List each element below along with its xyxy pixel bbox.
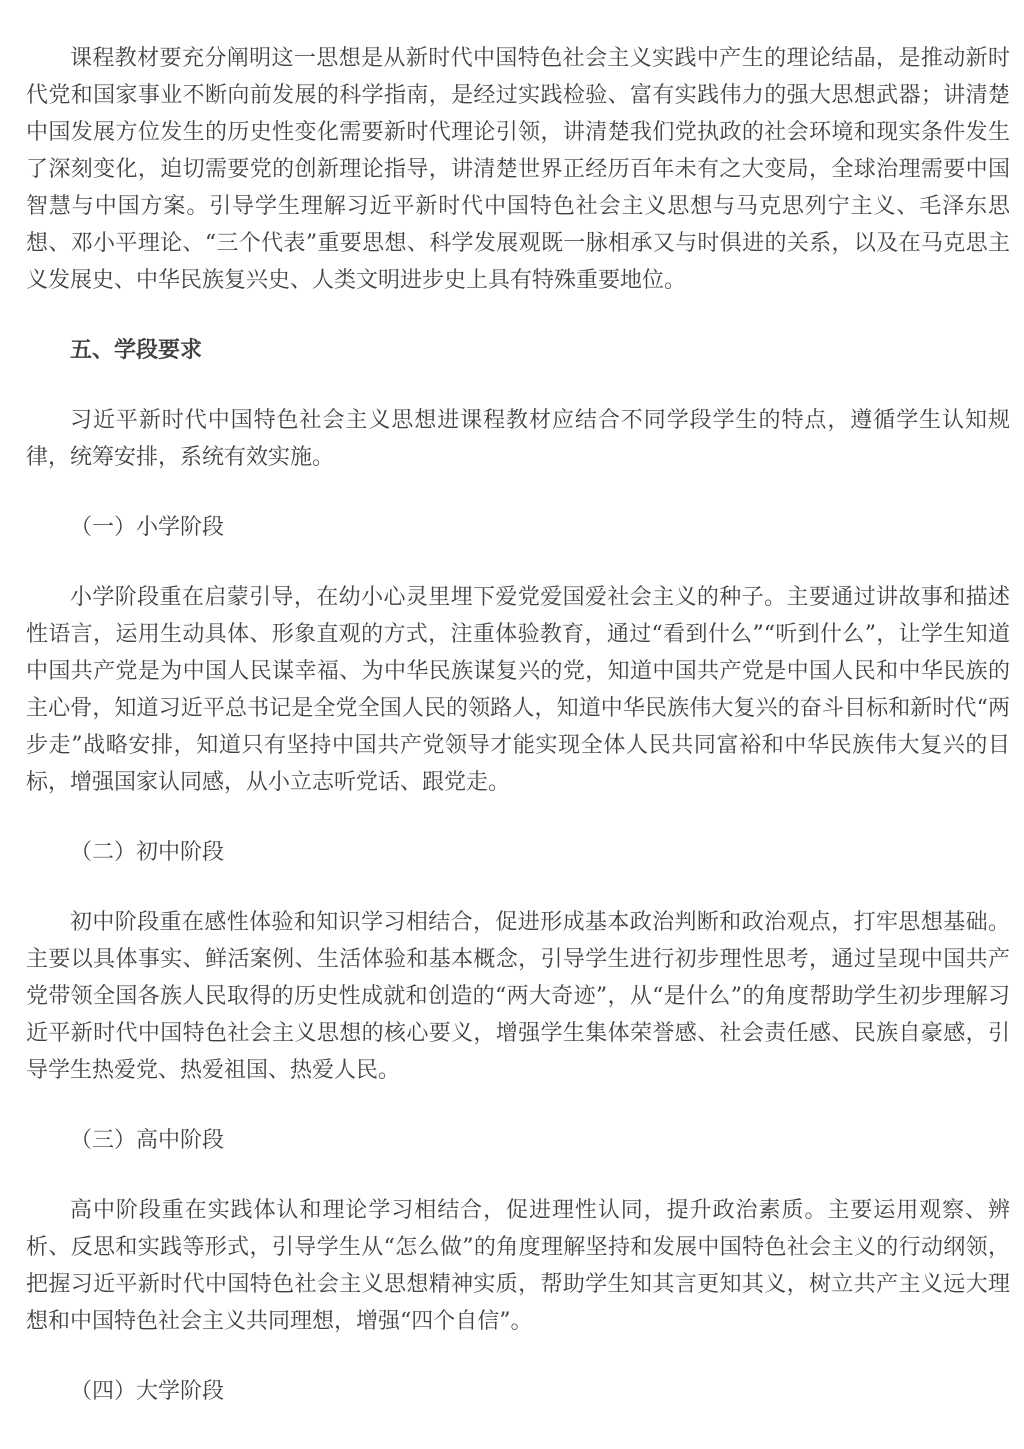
senior-high-paragraph: 高中阶段重在实践体认和理论学习相结合，促进理性认同，提升政治素质。主要运用观察、辨析、反思和实践等形式，引导学生从“怎么做”的角度理解坚持和发展中国特色社会主义的行动纲领，把握习近平新时代中国特色社会主义思想精神实质，帮助学生知其言更知其义，树立共产主义远大理想和中国特色社会主义共同理想，增强“四个自信”。 bbox=[26, 1198, 1010, 1334]
section-intro-paragraph: 习近平新时代中国特色社会主义思想进课程教材应结合不同学段学生的特点，遵循学生认知规律，统筹安排，系统有效实施。 bbox=[26, 408, 1010, 470]
subheading-senior-high: （三）高中阶段 bbox=[70, 1128, 225, 1153]
intro-paragraph: 课程教材要充分阐明这一思想是从新时代中国特色社会主义实践中产生的理论结晶，是推动新时代党和国家事业不断向前发展的科学指南，是经过实践检验、富有实践伟力的强大思想武器；讲清楚中国发展方位发生的历史性变化需要新时代理论引领，讲清楚我们党执政的社会环境和现实条件发生了深刻变化，迫切需要党的创新理论指导，讲清楚世界正经历百年未有之大变局，全球治理需要中国智慧与中国方案。引导学生理解习近平新时代中国特色社会主义思想与马克思列宁主义、毛泽东思想、邓小平理论、“三个代表”重要思想、科学发展观既一脉相承又与时俱进的关系，以及在马克思主义发展史、中华民族复兴史、人类文明进步史上具有特殊重要地位。 bbox=[26, 46, 1010, 293]
subheading-university: （四）大学阶段 bbox=[70, 1379, 225, 1404]
subheading-junior-high: （二）初中阶段 bbox=[70, 840, 225, 865]
subheading-primary-school: （一）小学阶段 bbox=[70, 515, 225, 540]
junior-high-paragraph: 初中阶段重在感性体验和知识学习相结合，促进形成基本政治判断和政治观点，打牢思想基础。主要以具体事实、鲜活案例、生活体验和基本概念，引导学生进行初步理性思考，通过呈现中国共产党带领全国各族人民取得的历史性成就和创造的“两大奇迹”，从“是什么”的角度帮助学生初步理解习近平新时代中国特色社会主义思想的核心要义，增强学生集体荣誉感、社会责任感、民族自豪感，引导学生热爱党、热爱祖国、热爱人民。 bbox=[26, 910, 1010, 1083]
section-heading-stage-requirements: 五、学段要求 bbox=[70, 337, 203, 363]
primary-school-paragraph: 小学阶段重在启蒙引导，在幼小心灵里埋下爱党爱国爱社会主义的种子。主要通过讲故事和描述性语言，运用生动具体、形象直观的方式，注重体验教育，通过“看到什么”“听到什么”，让学生知道中国共产党是为中国人民谋幸福、为中华民族谋复兴的党，知道中国共产党是中国人民和中华民族的主心骨，知道习近平总书记是全党全国人民的领路人，知道中华民族伟大复兴的奋斗目标和新时代“两步走”战略安排，知道只有坚持中国共产党领导才能实现全体人民共同富裕和中华民族伟大复兴的目标，增强国家认同感，从小立志听党话、跟党走。 bbox=[26, 585, 1010, 795]
